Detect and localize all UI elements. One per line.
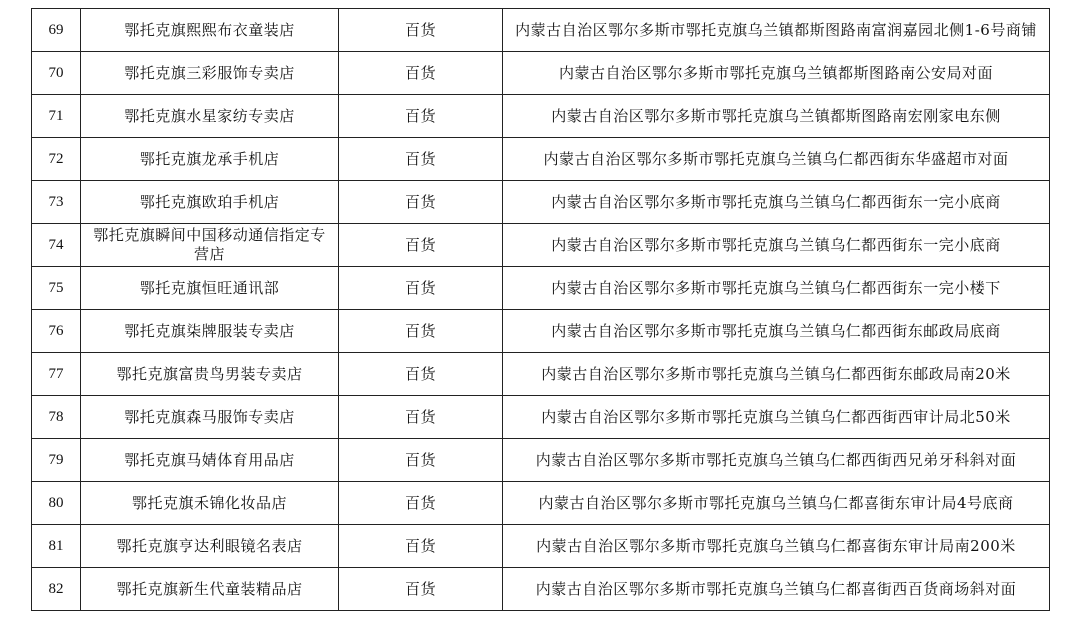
store-category: 百货 — [339, 224, 503, 267]
store-name: 鄂托克旗富贵鸟男装专卖店 — [81, 353, 339, 396]
store-category: 百货 — [339, 138, 503, 181]
store-category: 百货 — [339, 267, 503, 310]
store-list-table — [31, 8, 1050, 611]
store-name: 鄂托克旗龙承手机店 — [81, 138, 339, 181]
store-category: 百货 — [339, 181, 503, 224]
store-category: 百货 — [339, 9, 503, 52]
store-category: 百货 — [339, 353, 503, 396]
store-name: 鄂托克旗新生代童装精品店 — [81, 568, 339, 611]
table-body — [32, 9, 1050, 611]
store-address: 内蒙古自治区鄂尔多斯市鄂托克旗乌兰镇乌仁都西街东邮政局底商 — [503, 310, 1050, 353]
table-row — [32, 310, 1050, 353]
row-number: 79 — [32, 439, 81, 482]
row-number: 72 — [32, 138, 81, 181]
store-name: 鄂托克旗恒旺通讯部 — [81, 267, 339, 310]
row-number: 81 — [32, 525, 81, 568]
table-row — [32, 52, 1050, 95]
row-number: 78 — [32, 396, 81, 439]
store-category: 百货 — [339, 482, 503, 525]
table-row — [32, 568, 1050, 611]
store-name: 鄂托克旗森马服饰专卖店 — [81, 396, 339, 439]
table-row — [32, 525, 1050, 568]
table-row — [32, 138, 1050, 181]
table-row — [32, 267, 1050, 310]
store-address: 内蒙古自治区鄂尔多斯市鄂托克旗乌兰镇乌仁都喜街西百货商场斜对面 — [503, 568, 1050, 611]
store-category: 百货 — [339, 52, 503, 95]
store-category: 百货 — [339, 525, 503, 568]
store-address: 内蒙古自治区鄂尔多斯市鄂托克旗乌兰镇乌仁都喜街东审计局4号底商 — [503, 482, 1050, 525]
store-address: 内蒙古自治区鄂尔多斯市鄂托克旗乌兰镇都斯图路南宏刚家电东侧 — [503, 95, 1050, 138]
row-number: 75 — [32, 267, 81, 310]
table-row — [32, 95, 1050, 138]
table-row — [32, 396, 1050, 439]
store-name: 鄂托克旗三彩服饰专卖店 — [81, 52, 339, 95]
store-name: 鄂托克旗瞬间中国移动通信指定专营店 — [81, 224, 339, 267]
store-name: 鄂托克旗亨达利眼镜名表店 — [81, 525, 339, 568]
table-row — [32, 9, 1050, 52]
table-row — [32, 224, 1050, 267]
row-number: 70 — [32, 52, 81, 95]
store-address: 内蒙古自治区鄂尔多斯市鄂托克旗乌兰镇乌仁都西街东华盛超市对面 — [503, 138, 1050, 181]
row-number: 76 — [32, 310, 81, 353]
row-number: 77 — [32, 353, 81, 396]
store-name: 鄂托克旗柒牌服装专卖店 — [81, 310, 339, 353]
store-name: 鄂托克旗水星家纺专卖店 — [81, 95, 339, 138]
store-address: 内蒙古自治区鄂尔多斯市鄂托克旗乌兰镇乌仁都西街西审计局北50米 — [503, 396, 1050, 439]
row-number: 82 — [32, 568, 81, 611]
store-name: 鄂托克旗马婧体育用品店 — [81, 439, 339, 482]
row-number: 74 — [32, 224, 81, 267]
table-row — [32, 181, 1050, 224]
store-category: 百货 — [339, 95, 503, 138]
store-name: 鄂托克旗禾锦化妆品店 — [81, 482, 339, 525]
table-row — [32, 439, 1050, 482]
store-address: 内蒙古自治区鄂尔多斯市鄂托克旗乌兰镇乌仁都西街东一完小底商 — [503, 181, 1050, 224]
store-address: 内蒙古自治区鄂尔多斯市鄂托克旗乌兰镇乌仁都西街西兄弟牙科斜对面 — [503, 439, 1050, 482]
store-address: 内蒙古自治区鄂尔多斯市鄂托克旗乌兰镇乌仁都西街东一完小楼下 — [503, 267, 1050, 310]
store-address: 内蒙古自治区鄂尔多斯市鄂托克旗乌兰镇乌仁都西街东邮政局南20米 — [503, 353, 1050, 396]
store-address: 内蒙古自治区鄂尔多斯市鄂托克旗乌兰镇乌仁都喜街东审计局南200米 — [503, 525, 1050, 568]
store-name: 鄂托克旗欧珀手机店 — [81, 181, 339, 224]
store-category: 百货 — [339, 439, 503, 482]
store-address: 内蒙古自治区鄂尔多斯市鄂托克旗乌兰镇都斯图路南富润嘉园北侧1-6号商铺 — [503, 9, 1050, 52]
row-number: 80 — [32, 482, 81, 525]
store-address: 内蒙古自治区鄂尔多斯市鄂托克旗乌兰镇乌仁都西街东一完小底商 — [503, 224, 1050, 267]
table-row — [32, 482, 1050, 525]
row-number: 71 — [32, 95, 81, 138]
store-category: 百货 — [339, 396, 503, 439]
store-category: 百货 — [339, 568, 503, 611]
store-category: 百货 — [339, 310, 503, 353]
table-row — [32, 353, 1050, 396]
store-name: 鄂托克旗熙熙布衣童装店 — [81, 9, 339, 52]
store-address: 内蒙古自治区鄂尔多斯市鄂托克旗乌兰镇都斯图路南公安局对面 — [503, 52, 1050, 95]
row-number: 69 — [32, 9, 81, 52]
row-number: 73 — [32, 181, 81, 224]
